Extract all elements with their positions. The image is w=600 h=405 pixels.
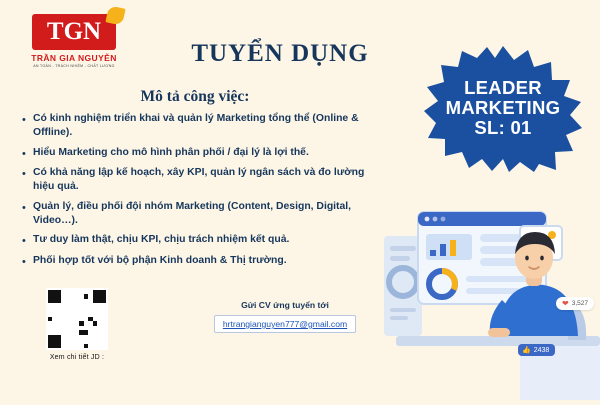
like-badge	[518, 344, 555, 356]
bullet-icon: •	[22, 235, 26, 247]
badge-line-3: SL: 01	[474, 117, 532, 138]
badge-line-2: MARKETING	[445, 97, 561, 118]
thumbs-up-icon: 👍	[522, 347, 531, 354]
list-item	[22, 146, 367, 161]
list-item	[22, 254, 367, 269]
section-title: Mô tả công việc:	[140, 88, 250, 105]
heart-count: 3,527	[571, 300, 588, 307]
qr-section	[44, 288, 110, 361]
company-name: TRẦN GIA NGUYỄN	[31, 53, 117, 63]
company-tagline: AN TOÀN - TRÁCH NHIỆM - CHẤT LƯỢNG	[33, 64, 115, 68]
list-item-label: Có kinh nghiệm triển khai và quản lý Marketing tổng thể (Online & Offline).	[33, 113, 359, 138]
list-item	[22, 166, 367, 194]
contact-section	[210, 300, 360, 333]
bullet-icon: •	[22, 147, 26, 160]
list-item-label: Quản lý, điều phối đội nhóm Marketing (Content, Design, Digital, Video…).	[33, 200, 352, 226]
list-item-label: Có khả năng lập kế hoạch, xây KPI, quản lý ngân sách và đo lường hiệu quả.	[33, 167, 365, 192]
job-description-list	[22, 112, 367, 274]
illustration-svg	[370, 150, 600, 400]
company-logo	[18, 14, 130, 76]
list-item-label: Tư duy làm thật, chịu KPI, chịu trách nhiệm kết quả.	[33, 234, 290, 245]
person-at-dashboard-illustration	[370, 150, 600, 400]
heart-icon: ❤	[562, 299, 569, 308]
qr-code-icon[interactable]	[46, 288, 108, 350]
qr-label: Xem chi tiết JD :	[49, 354, 105, 361]
email-link[interactable]: hrtrangianguyen777@gmail.com	[214, 315, 356, 333]
list-item	[22, 200, 367, 228]
contact-label: Gửi CV ứng tuyển tới	[241, 300, 329, 310]
logo-initials: TGN	[46, 18, 102, 45]
bullet-icon: •	[22, 168, 26, 180]
badge-line-1: LEADER	[464, 77, 542, 98]
page-title: TUYỂN DỤNG	[191, 40, 369, 67]
like-count: 2438	[533, 346, 550, 354]
bullet-icon: •	[22, 201, 26, 214]
list-item-label: Phối hợp tốt với bộ phận Kinh doanh & Thị trường.	[33, 254, 287, 266]
list-item	[22, 233, 367, 248]
bullet-icon: •	[22, 114, 26, 126]
leaf-icon	[105, 5, 125, 25]
list-item	[22, 112, 367, 140]
heart-badge	[556, 297, 594, 310]
bullet-icon: •	[22, 255, 26, 268]
list-item-label: Hiểu Marketing cho mô hình phân phối / đại lý là lợi thế.	[33, 146, 309, 158]
logo-mark	[32, 14, 116, 50]
